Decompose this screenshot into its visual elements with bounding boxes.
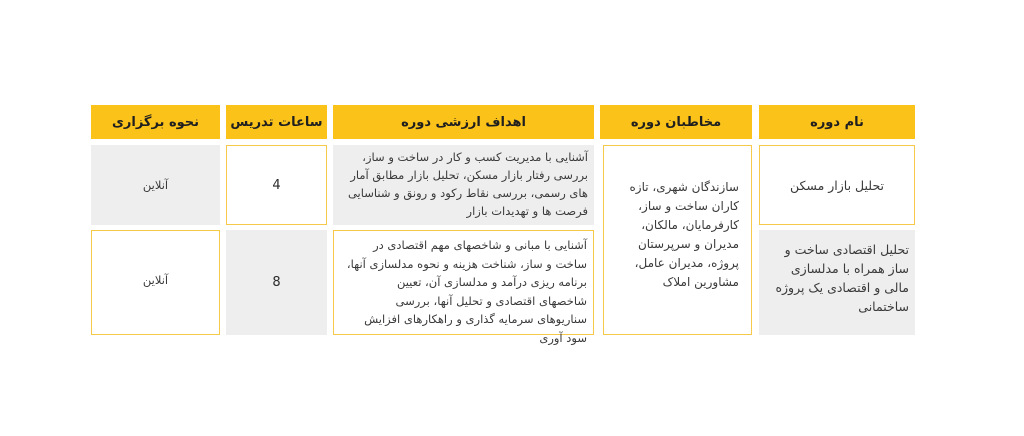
row2-name: تحلیل اقتصادی ساخت و ساز همراه با مدلسازی مالی و اقتصادی یک پروژه ساختمانی: [759, 230, 915, 335]
row1-name: تحلیل بازار مسکن: [759, 145, 915, 225]
row2-goals: آشنایی با مبانی و شاخصهای مهم اقتصادی در ساخت و ساز، شناخت هزینه و نحوه مدلسازی آنها، برنامه ریزی درآمد و مدلسازی آن، تعیین شاخصهای اقتصادی و تحلیل آنها، بررسی سناریوهای سرمایه گذاری و راهکارهای افزایش سود آوری: [333, 230, 594, 335]
header-name: نام دوره: [759, 105, 915, 139]
header-goals: اهداف ارزشی دوره: [333, 105, 594, 139]
audience-cell: سازندگان شهری، تازه کاران ساخت و ساز، کارفرمایان، مالکان، مدیران و سرپرستان پروژه، مدیران عامل، مشاورین املاک: [603, 145, 752, 335]
row1-hours: 4: [226, 145, 327, 225]
header-hours: ساعات تدریس: [226, 105, 327, 139]
row1-delivery: آنلاین: [91, 145, 220, 225]
header-audience: مخاطبان دوره: [600, 105, 752, 139]
header-delivery: نحوه برگزاری: [91, 105, 220, 139]
row1-goals: آشنایی با مدیریت کسب و کار در ساخت و ساز، بررسی رفتار بازار مسکن، تحلیل بازار مطابق آمار های رسمی، بررسی نقاط رکود و رونق و شناسایی فرصت ها و تهدیدات بازار: [333, 145, 594, 225]
row2-hours: 8: [226, 230, 327, 335]
row2-delivery: آنلاین: [91, 230, 220, 335]
